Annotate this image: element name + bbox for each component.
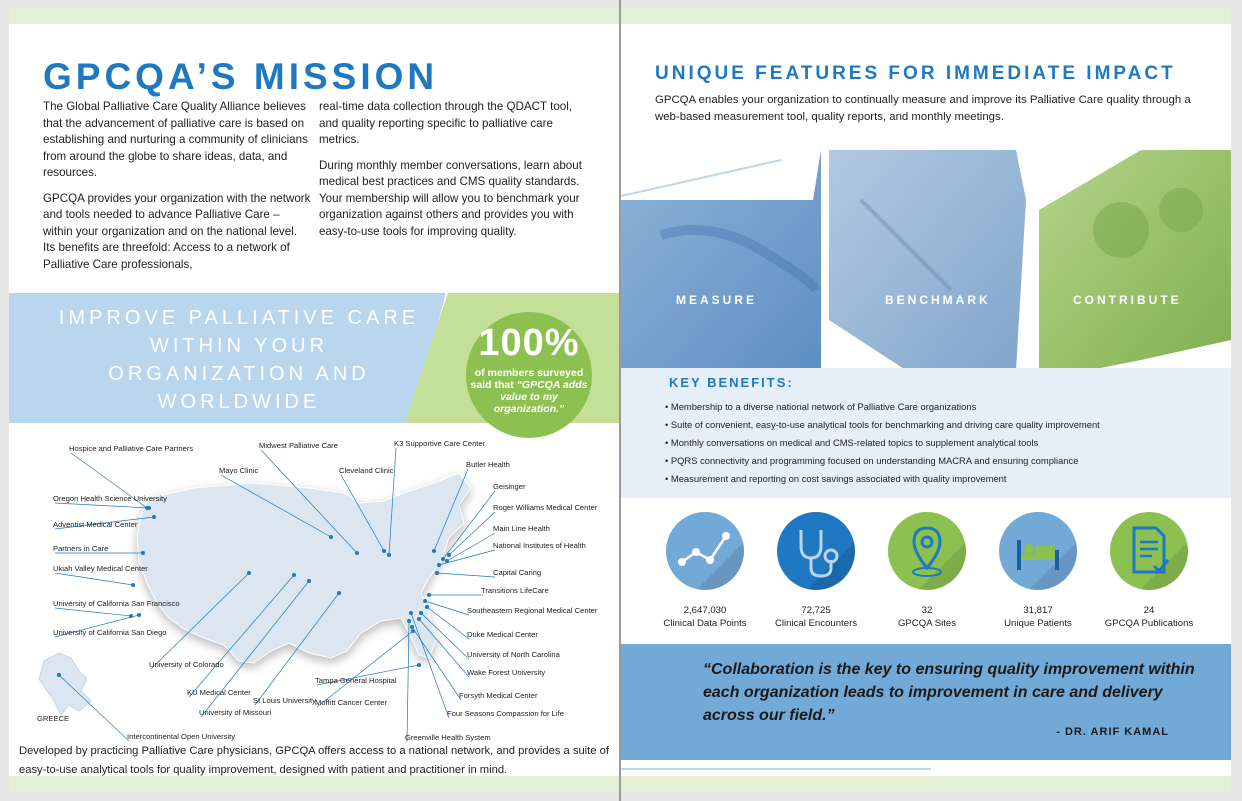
bottom-stripe <box>9 776 619 792</box>
map-marker <box>427 593 431 597</box>
map-label: Butler Health <box>466 460 510 469</box>
mission-paragraph: GPCQA provides your organization with the network and tools needed to advance Palliative Care – within your organization and on the national level. Its benefits are threefold: Access to a network of Palliative Care professionals, <box>43 191 311 271</box>
bottom-stripe <box>621 776 1231 792</box>
map-label: Main Line Health <box>493 524 550 533</box>
map-label: Intercontinental Open University <box>127 732 236 741</box>
map-marker <box>152 515 156 519</box>
stat-quote: “GPCQA adds value to my organization.” <box>493 379 588 415</box>
metric-label: GPCQA Publications <box>1104 618 1194 629</box>
line-graph-icon <box>666 512 744 590</box>
map-label: Adventist Medical Center <box>53 520 138 529</box>
metric-value: 2,647,030 <box>683 605 727 616</box>
metric-value: 72,725 <box>801 605 831 616</box>
stethoscope-icon <box>777 512 855 590</box>
map-marker <box>131 583 135 587</box>
usa-outline <box>137 473 471 663</box>
metric-value: 24 <box>1143 605 1155 616</box>
top-stripe <box>9 8 619 24</box>
map-label: Southeastern Regional Medical Center <box>467 606 598 615</box>
map-label: KU Medical Center <box>187 688 251 697</box>
map-marker <box>437 563 441 567</box>
mission-paragraph: real-time data collection through the QDACT tool, and quality reporting specific to palliative care metrics. <box>319 100 573 146</box>
map-marker <box>425 605 429 609</box>
pull-quote: “Collaboration is the key to ensuring quality improvement within each organization leads to improvement in care and delivery across our field.” <box>703 661 1195 724</box>
measure-hexagon <box>621 150 821 370</box>
metric-value: 31,817 <box>1023 605 1053 616</box>
location-pin-icon <box>888 512 966 590</box>
map-label: Transitions LifeCare <box>481 586 549 595</box>
map-marker <box>410 625 414 629</box>
benefit-item: • Measurement and reporting on cost savings associated with quality improvement <box>665 470 1100 488</box>
map-label: Geisinger <box>493 482 526 491</box>
map-marker <box>419 611 423 615</box>
metric-value: 32 <box>921 605 933 616</box>
map-label: Greenville Health System <box>405 733 491 742</box>
map-leader-line <box>59 675 129 741</box>
map-label: Partners in Care <box>53 544 109 553</box>
right-page <box>621 8 1231 792</box>
map-marker <box>432 549 436 553</box>
benefit-item: • Suite of convenient, easy-to-use analytical tools for benchmarking and driving care quality improvement <box>665 416 1100 434</box>
map-label: Duke Medical Center <box>467 630 538 639</box>
hex-label-measure: MEASURE <box>676 293 758 307</box>
benefit-item: • Monthly conversations on medical and CMS-related topics to supplement analytical tools <box>665 434 1100 452</box>
metric-unique-patients <box>980 512 1096 630</box>
map-marker <box>247 571 251 575</box>
map-marker <box>423 599 427 603</box>
map-marker <box>417 617 421 621</box>
hospital-bed-icon <box>999 512 1077 590</box>
map-label: Capital Caring <box>493 568 542 577</box>
stat-value: 100% <box>478 322 580 364</box>
map-marker <box>355 551 359 555</box>
map-marker <box>441 557 445 561</box>
banner-headline: IMPROVE PALLIATIVE CARE WITHIN YOUR ORGANIZATION AND WORLDWIDE <box>58 307 420 413</box>
benefit-item: • Membership to a diverse national network of Palliative Care organizations <box>665 398 1100 416</box>
map-marker <box>57 673 61 677</box>
map-marker <box>329 535 333 539</box>
stat-line-2: said that <box>470 379 514 391</box>
top-stripe <box>621 8 1231 24</box>
metric-gpcqa-sites <box>869 512 985 630</box>
map-label: Moffitt Cancer Center <box>315 698 388 707</box>
hex-label-contribute: CONTRIBUTE <box>1073 293 1182 307</box>
map-marker <box>417 663 421 667</box>
stat-caption <box>466 367 592 415</box>
hex-label-benchmark: BENCHMARK <box>885 293 991 307</box>
map-leader-line <box>437 573 495 577</box>
left-footer-text: Developed by practicing Palliative Care physicians, GPCQA offers access to a national network, and provides a suite of easy-to-use analytical tools for quality improvement, designed with patient and practitioner in mind. <box>19 745 609 776</box>
map-label: University of Missouri <box>199 708 272 717</box>
map-label: St Louis University <box>253 696 316 705</box>
map-label: Cleveland Clinic <box>339 466 394 475</box>
map-marker <box>382 549 386 553</box>
map-leader-line <box>439 550 495 565</box>
map-label: Forsyth Medical Center <box>459 691 538 700</box>
map-label: Mayo Clinic <box>219 466 259 475</box>
map-label: Hospice and Palliative Care Partners <box>69 444 194 453</box>
contribute-hexagon <box>1039 150 1231 380</box>
map-label: Wake Forest University <box>467 668 546 677</box>
map-label: Midwest Palliative Care <box>259 441 338 450</box>
map-marker <box>435 571 439 575</box>
document-icon <box>1110 512 1188 590</box>
map-label: Tampa General Hospital <box>315 676 397 685</box>
map-marker <box>292 573 296 577</box>
mission-paragraph: During monthly member conversations, learn about medical best practices and CMS quality standards. Your membership will allow you to benchmark your organization against others and provides you with easy-to-use tools for improving quality. <box>319 158 582 238</box>
quote-attribution: - DR. ARIF KAMAL <box>1056 726 1169 738</box>
map-leader-line <box>407 621 409 742</box>
map-marker <box>407 619 411 623</box>
map-marker <box>141 551 145 555</box>
left-page <box>9 8 619 792</box>
metric-label: Clinical Encounters <box>774 618 858 629</box>
map-leader-line <box>447 533 495 561</box>
map-marker <box>147 506 151 510</box>
metric-label: GPCQA Sites <box>897 618 957 629</box>
metric-label: Unique Patients <box>1004 618 1072 629</box>
map-leader-line <box>55 503 149 508</box>
benefits-list <box>665 398 1100 488</box>
map-label: Four Seasons Compassion for Life <box>447 709 564 718</box>
metric-gpcqa-publications <box>1091 512 1207 630</box>
map-label: University of North Carolina <box>467 650 560 659</box>
map-leader-line <box>55 573 133 585</box>
map-label: K3 Supportive Care Center <box>394 439 486 448</box>
stat-line-1: of members surveyed <box>474 367 584 379</box>
stat-circle <box>466 312 592 438</box>
member-map <box>9 433 619 743</box>
features-intro: GPCQA enables your organization to continually measure and improve its Palliative Care quality through a web-based measurement tool, quality reports, and monthly meetings. <box>655 94 1191 123</box>
quote-underline <box>621 768 931 770</box>
metric-label: Clinical Data Points <box>663 618 747 629</box>
feature-hexagons <box>621 140 1231 385</box>
map-label: Oregon Health Science University <box>53 494 167 503</box>
map-label: Roger Williams Medical Center <box>493 503 598 512</box>
map-leader-line <box>55 608 131 616</box>
mission-title: GPCQA’S MISSION <box>43 56 439 97</box>
map-marker <box>307 579 311 583</box>
map-marker <box>409 611 413 615</box>
benefits-title: KEY BENEFITS: <box>669 375 794 390</box>
map-label: GREECE <box>37 714 70 723</box>
metric-clinical-encounters <box>758 512 874 630</box>
map-label: National Institutes of Health <box>493 541 586 550</box>
benefit-item: • PQRS connectivity and programming focused on understanding MACRA and ensuring compliance <box>665 452 1100 470</box>
greece-outline <box>39 653 91 715</box>
mission-column-1 <box>43 99 311 282</box>
map-marker <box>447 553 451 557</box>
metric-clinical-data-points <box>647 512 763 630</box>
map-marker <box>337 591 341 595</box>
features-title: UNIQUE FEATURES FOR IMMEDIATE IMPACT <box>655 63 1176 84</box>
map-leader-line <box>425 601 469 615</box>
map-label: University of Colorado <box>149 660 224 669</box>
map-label: University of California San Francisco <box>53 599 180 608</box>
mission-paragraph: The Global Palliative Care Quality Alliance believes that the advancement of palliative care is based on establishing and nurturing a community of clinicians from around the globe to share ideas, data, and resources. <box>43 100 308 179</box>
map-marker <box>387 553 391 557</box>
map-label: University of California San Diego <box>53 628 167 637</box>
mission-column-2 <box>319 99 583 249</box>
map-label: Ukiah Valley Medical Center <box>53 564 148 573</box>
map-marker <box>137 613 141 617</box>
